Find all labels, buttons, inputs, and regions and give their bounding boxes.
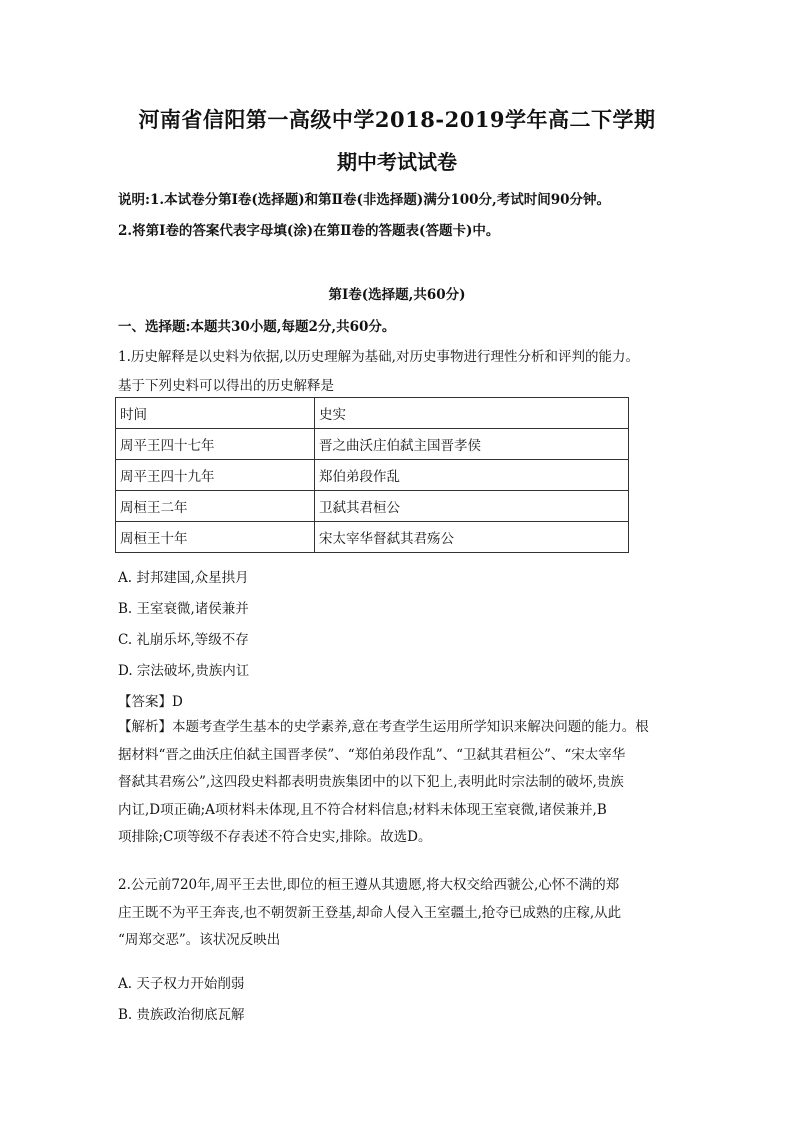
question-1-option-d: D. 宗法破坏,贵族内讧 bbox=[118, 663, 250, 679]
table-cell: 郑伯弟段作乱 bbox=[315, 460, 629, 491]
analysis-line: 督弑其君殇公”,这四段史料都表明贵族集团中的以下犯上,表明此时宗法制的破坏,贵族 bbox=[118, 774, 624, 790]
table-cell: 周桓王二年 bbox=[116, 491, 315, 522]
table-header-cell: 史实 bbox=[315, 398, 629, 429]
table-row bbox=[116, 522, 629, 553]
question-1-option-b: B. 王室衰微,诸侯兼并 bbox=[118, 601, 249, 617]
question-1-prompt: 基于下列史料可以得出的历史解释是 bbox=[118, 378, 334, 394]
question-1-analysis bbox=[118, 714, 678, 852]
question-2-option-b: B. 贵族政治彻底瓦解 bbox=[118, 1007, 245, 1023]
table-cell: 周平王四十九年 bbox=[116, 460, 315, 491]
question-2-option-a: A. 天子权力开始削弱 bbox=[118, 976, 245, 992]
question-1-option-a: A. 封邦建国,众星拱月 bbox=[118, 570, 249, 586]
instructions-line-1: 说明:1.本试卷分第Ⅰ卷(选择题)和第Ⅱ卷(非选择题)满分100分,考试时间90分钟。 bbox=[118, 192, 610, 208]
table-cell: 周桓王十年 bbox=[116, 522, 315, 553]
analysis-line: 内讧,D项正确;A项材料未体现,且不符合材料信息;材料未体现王室衰微,诸侯兼并,B bbox=[118, 801, 607, 818]
analysis-line: 项排除;C项等级不存表述不符合史实,排除。故选D。 bbox=[118, 829, 432, 845]
exam-title: 河南省信阳第一高级中学2018-2019学年高二下学期 bbox=[138, 107, 656, 132]
table-row bbox=[116, 429, 629, 460]
analysis-line: 据材料“晋之曲沃庄伯弑主国晋孝侯”、“郑伯弟段作乱”、“卫弑其君桓公”、“宋太宰华 bbox=[118, 746, 626, 763]
table-cell: 周平王四十七年 bbox=[116, 429, 315, 460]
exam-subtitle: 期中考试试卷 bbox=[337, 150, 457, 174]
table-row bbox=[116, 460, 629, 491]
stem-line: 庄王既不为平王奔丧,也不朝贺新王登基,却命人侵入王室疆土,抢夺已成熟的庄稼,从此 bbox=[118, 904, 622, 921]
table-cell: 晋之曲沃庄伯弑主国晋孝侯 bbox=[315, 429, 629, 460]
history-table bbox=[115, 397, 629, 553]
table-row bbox=[116, 491, 629, 522]
table-cell: 卫弑其君桓公 bbox=[315, 491, 629, 522]
table-cell: 宋太宰华督弑其君殇公 bbox=[315, 522, 629, 553]
section-title: 第Ⅰ卷(选择题,共60分) bbox=[328, 287, 466, 303]
table-header-cell: 时间 bbox=[116, 398, 315, 429]
analysis-line: 【解析】本题考查学生基本的史学素养,意在考查学生运用所学知识来解决问题的能力。根 bbox=[118, 719, 649, 735]
stem-line: 2.公元前720年,周平王去世,即位的桓王遵从其遗愿,将大权交给西虢公,心怀不满的郑 bbox=[118, 877, 620, 893]
stem-line: “周郑交恶”。该状况反映出 bbox=[118, 932, 281, 948]
question-1-stem: 1.历史解释是以史料为依据,以历史理解为基础,对历史事物进行理性分析和评判的能力。 bbox=[118, 349, 639, 365]
table-header-row bbox=[116, 398, 629, 429]
instructions-line-2: 2.将第Ⅰ卷的答案代表字母填(涂)在第Ⅱ卷的答题表(答题卡)中。 bbox=[118, 223, 500, 239]
question-1-answer: 【答案】D bbox=[118, 694, 183, 710]
section-instruction: 一、选择题:本题共30小题,每题2分,共60分。 bbox=[118, 319, 396, 335]
question-1-option-c: C. 礼崩乐坏,等级不存 bbox=[118, 632, 249, 648]
question-2-stem bbox=[118, 872, 678, 955]
